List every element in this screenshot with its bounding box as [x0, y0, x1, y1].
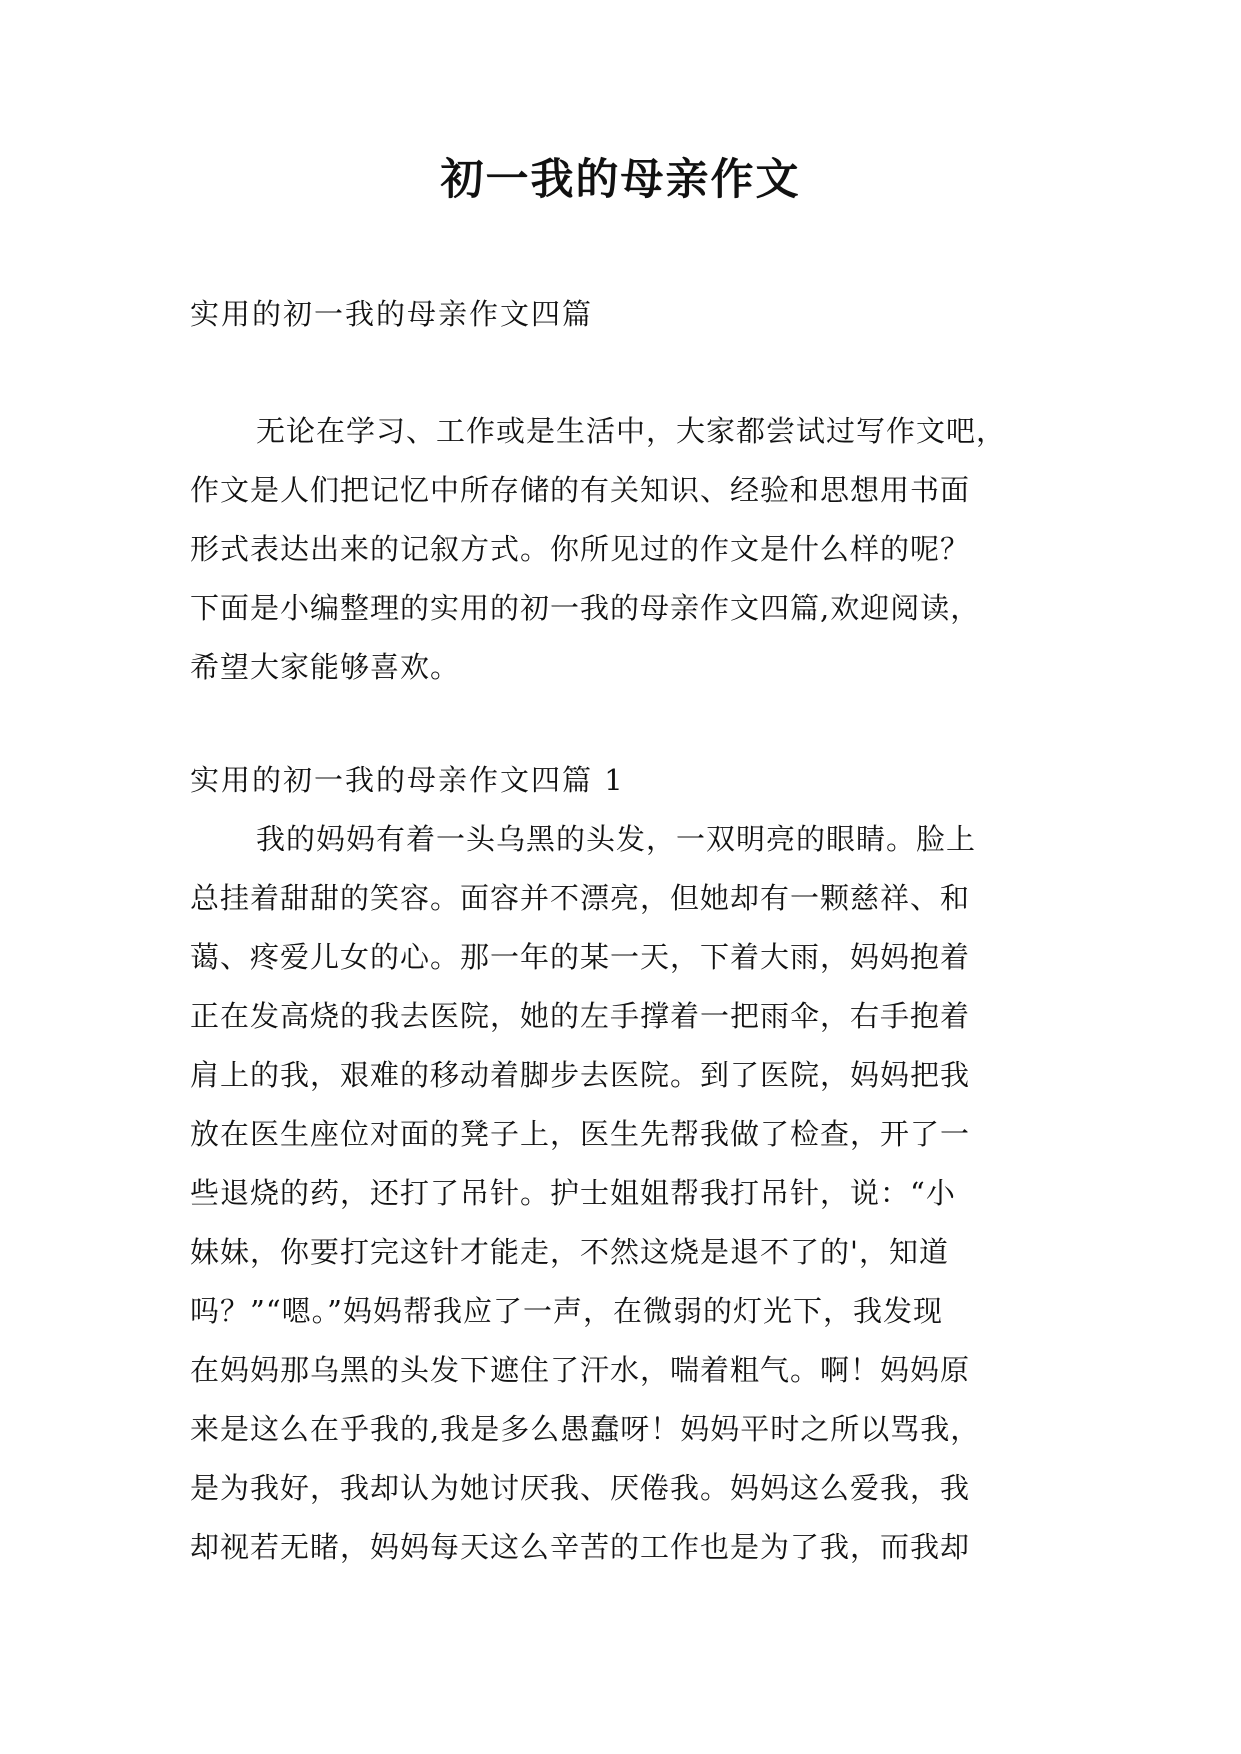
intro-line: 下面是小编整理的实用的初一我的母亲作文四篇,欢迎阅读，: [190, 591, 981, 625]
essay-line: 总挂着甜甜的笑容。面容并不漂亮，但她却有一颗慈祥、和: [190, 881, 971, 915]
document-title: 初一我的母亲作文: [440, 155, 801, 205]
intro-line: 作文是人们把记忆中所存储的有关知识、经验和思想用书面: [190, 473, 971, 507]
essay-line: 是为我好，我却认为她讨厌我、厌倦我。妈妈这么爱我，我: [190, 1471, 971, 1505]
document-subtitle: 实用的初一我的母亲作文四篇: [190, 297, 594, 331]
essay-line: 我的妈妈有着一头乌黑的头发，一双明亮的眼睛。脸上: [256, 822, 977, 856]
essay-line: 肩上的我，艰难的移动着脚步去医院。到了医院，妈妈把我: [190, 1058, 971, 1092]
essay-heading: 实用的初一我的母亲作文四篇 1: [190, 763, 625, 797]
essay-line: 吗？”“嗯。”妈妈帮我应了一声，在微弱的灯光下，我发现: [190, 1294, 943, 1328]
essay-line: 正在发高烧的我去医院，她的左手撑着一把雨伞，右手抱着: [190, 999, 971, 1033]
essay-line: 放在医生座位对面的凳子上，医生先帮我做了检查，开了一: [190, 1117, 971, 1151]
intro-paragraph: [190, 402, 1052, 697]
essay-line: 妹妹，你要打完这针才能走，不然这烧是退不了的'，知道: [190, 1235, 949, 1269]
essay-line: 些退烧的药，还打了吊针。护士姐姐帮我打吊针，说：“小: [190, 1176, 956, 1210]
intro-line: 无论在学习、工作或是生活中，大家都尝试过写作文吧，: [256, 414, 1007, 448]
essay-line: 来是这么在乎我的,我是多么愚蠢呀！妈妈平时之所以骂我，: [190, 1412, 981, 1446]
essay-line: 蔼、疼爱儿女的心。那一年的某一天，下着大雨，妈妈抱着: [190, 940, 971, 974]
intro-line: 形式表达出来的记叙方式。你所见过的作文是什么样的呢？: [190, 532, 971, 566]
intro-line: 希望大家能够喜欢。: [190, 650, 461, 684]
essay-line: 却视若无睹，妈妈每天这么辛苦的工作也是为了我，而我却: [190, 1530, 971, 1564]
essay-paragraph: [190, 810, 1052, 1577]
essay-line: 在妈妈那乌黑的头发下遮住了汗水，喘着粗气。啊！妈妈原: [190, 1353, 971, 1387]
